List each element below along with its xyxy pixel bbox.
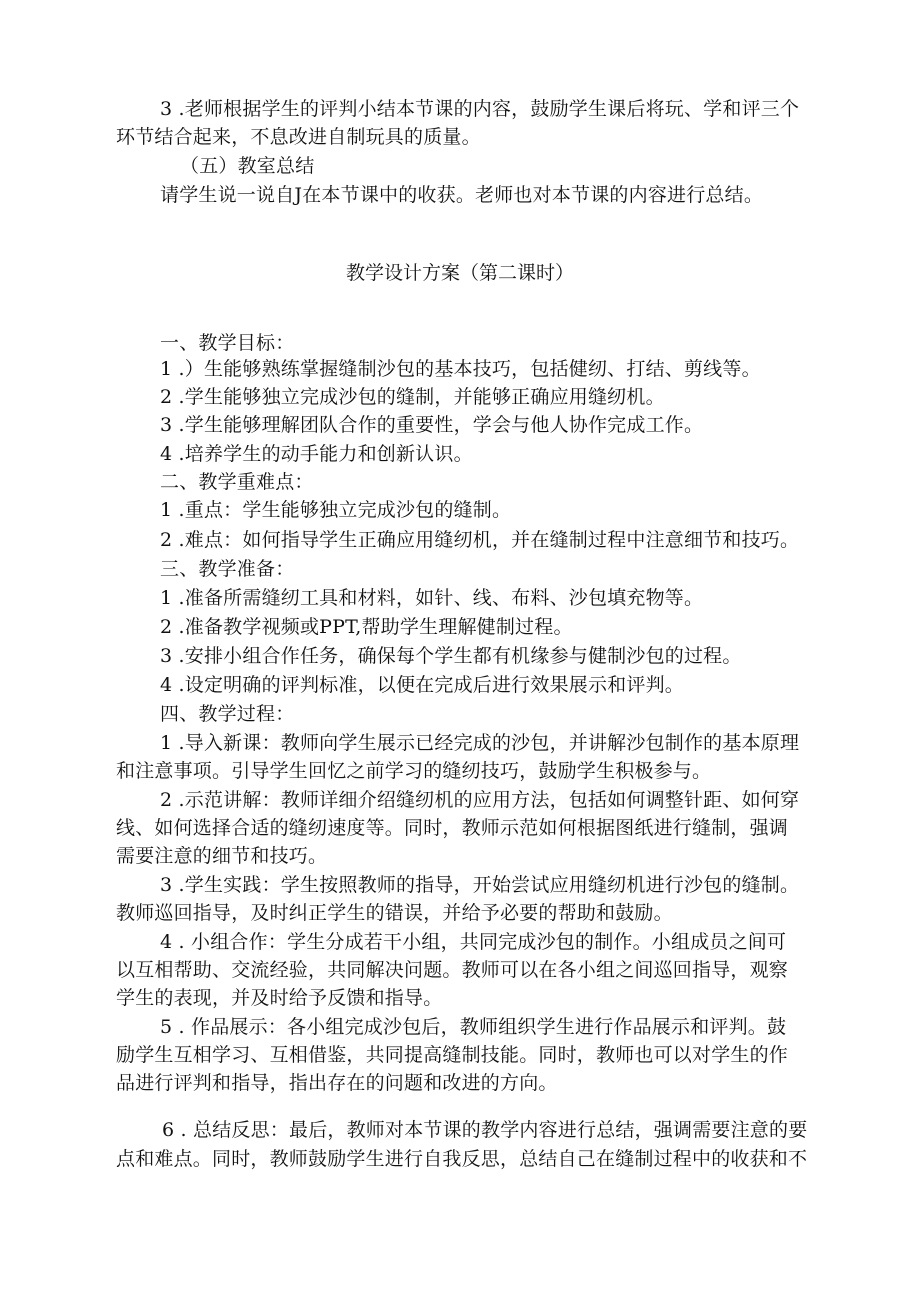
- section-heading: 二、教学重难点：: [160, 471, 314, 493]
- list-item: 3 .安排小组合作任务，确保每个学生都有机缘参与健制沙包的过程。: [160, 645, 742, 667]
- section-heading: 四、教学过程：: [160, 703, 295, 725]
- list-item: 2 .难点：如何指导学生正确应用缝纫机，并在缝制过程中注意细节和技巧。: [160, 529, 800, 551]
- paragraph-line: 环节结合起来，不息改进自制玩具的质量。: [116, 126, 481, 148]
- paragraph-line: 励学生互相学习、互相借鉴，共同提高缝制技能。同时，教师也可以对学生的作: [116, 1044, 789, 1066]
- list-item: 1 .重点：学生能够独立完成沙包的缝制。: [160, 499, 512, 521]
- list-item: 2 .学生能够独立完成沙包的缝制，并能够正确应用缝纫机。: [160, 386, 665, 408]
- list-item: 3 .学生能够理解团队合作的重要性，学会与他人协作完成工作。: [160, 414, 704, 436]
- section-heading: 一、教学目标：: [160, 332, 295, 354]
- paragraph-line: 学生的表现，并及时给予反馈和指导。: [116, 987, 443, 1009]
- list-item: 1 .）生能够熟练掌握缝制沙包的基本技巧，包括健纫、打结、剪线等。: [160, 358, 761, 380]
- paragraph-line: 和注意事项。引导学生回忆之前学习的缝纫技巧，鼓励学生积极参与。: [116, 760, 712, 782]
- section-heading: 三、教学准备：: [160, 558, 295, 580]
- paragraph-line: 1 .导入新课：教师向学生展示已经完成的沙包，并讲解沙包制作的基本原理: [160, 732, 800, 754]
- paragraph-line: 线、如何选择合适的缝纫速度等。同时，教师示范如何根据图纸进行缝制，强调: [116, 817, 789, 839]
- paragraph-line: 5 . 作品展示：各小组完成沙包后，教师组织学生进行作品展示和评判。鼓: [160, 1016, 787, 1038]
- paragraph-line: 6 . 总结反思：最后，教师对本节课的教学内容进行总结，强调需要注意的要: [162, 1119, 808, 1141]
- list-item: 4 .设定明确的评判标准，以便在完成后进行效果展示和评判。: [160, 674, 684, 696]
- paragraph-line: 教师巡回指导，及时纠正学生的错误，并给予必要的帮助和鼓励。: [116, 902, 673, 924]
- list-item: 4 .培养学生的动手能力和创新认识。: [160, 443, 473, 465]
- paragraph-line: 4 . 小组合作：学生分成若干小组，共同完成沙包的制作。小组成员之间可: [160, 931, 787, 953]
- list-item: 1 .准备所需缝纫工具和材料，如针、线、布料、沙包填充物等。: [160, 587, 704, 609]
- page-title: 教学设计方案（第二课时）: [345, 262, 574, 284]
- paragraph-line: 需要注意的细节和技巧。: [116, 845, 328, 867]
- paragraph-line: 以互相帮助、交流经验，共同解决问题。教师可以在各小组之间巡回指导，观察: [116, 959, 789, 981]
- paragraph-line: 请学生说一说自J在本节课中的收获。老师也对本节课的内容进行总结。: [160, 184, 764, 206]
- paragraph-line: 2 .示范讲解：教师详细介绍缝纫机的应用方法，包括如何调整针距、如何穿: [160, 789, 800, 811]
- paragraph-line: 3 .学生实践：学生按照教师的指导，开始尝试应用缝纫机进行沙包的缝制。: [160, 874, 800, 896]
- section-heading: （五）教室总结: [180, 155, 315, 177]
- list-item: 2 .准备教学视频或PPT,帮助学生理解健制过程。: [160, 616, 573, 638]
- paragraph-line: 品进行评判和指导，指出存在的问题和改进的方向。: [116, 1072, 558, 1094]
- paragraph-line: 3 .老师根据学生的评判小结本节课的内容，鼓励学生课后将玩、学和评三个: [160, 98, 800, 120]
- paragraph-line: 点和难点。同时，教师鼓励学生进行自我反思，总结自己在缝制过程中的收获和不: [116, 1148, 808, 1170]
